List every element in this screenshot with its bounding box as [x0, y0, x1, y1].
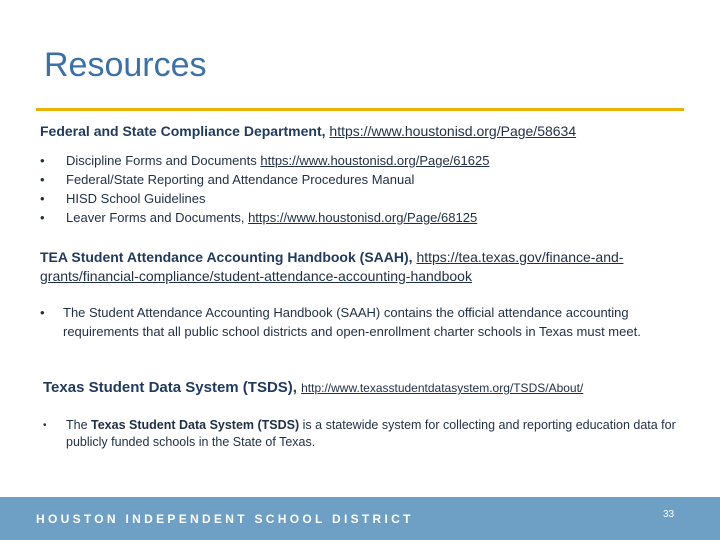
- federal-compliance-link[interactable]: https://www.houstonisd.org/Page/58634: [329, 123, 577, 139]
- slide-title: Resources: [44, 46, 207, 84]
- tsds-text-prefix: The: [66, 418, 92, 432]
- tea-handbook-heading: [40, 248, 650, 286]
- tsds-title: Texas Student Data System (TSDS),: [43, 379, 302, 396]
- list-item-text: HISD School Guidelines: [66, 191, 206, 206]
- list-item: [40, 208, 489, 227]
- bullet-icon: •: [40, 305, 45, 320]
- tsds-text-suffix: is a statewide system for collecting and reporting education data for publicly funded schools in the State of Texas.: [66, 418, 676, 449]
- tea-handbook-description: [40, 303, 693, 341]
- tea-handbook-link[interactable]: https://tea.texas.gov/finance-and-grants/financial-compliance/student-attendance-accounting-handbook: [40, 249, 624, 284]
- tsds-heading: [43, 379, 583, 396]
- list-item: [40, 189, 489, 208]
- list-item: [40, 170, 489, 189]
- tea-handbook-text: The Student Attendance Accounting Handbook (SAAH) contains the official attendance accounting requirements that all public school districts and open-enrollment charter schools in Texas must meet.: [63, 305, 641, 339]
- list-item: [40, 151, 489, 170]
- federal-compliance-title: Federal and State Compliance Department,: [40, 123, 330, 139]
- tsds-description: [40, 417, 686, 451]
- federal-resource-list: [40, 151, 489, 227]
- leaver-forms-link[interactable]: https://www.houstonisd.org/Page/68125: [248, 210, 478, 225]
- tea-handbook-title: TEA Student Attendance Accounting Handbook (SAAH),: [40, 249, 417, 265]
- bullet-icon: •: [43, 420, 47, 431]
- list-item-text: Leaver Forms and Documents,: [66, 210, 249, 225]
- discipline-forms-link[interactable]: https://www.houstonisd.org/Page/61625: [260, 153, 490, 168]
- page-number: 33: [663, 509, 675, 520]
- footer-organization: HOUSTON INDEPENDENT SCHOOL DISTRICT: [36, 512, 414, 526]
- tsds-text-bold: Texas Student Data System (TSDS): [91, 418, 300, 432]
- federal-compliance-heading: [40, 122, 576, 141]
- list-item-text: Discipline Forms and Documents: [66, 153, 261, 168]
- tsds-link[interactable]: http://www.texasstudentdatasystem.org/TSDS/About/: [301, 381, 584, 395]
- list-item-text: Federal/State Reporting and Attendance Procedures Manual: [66, 172, 415, 187]
- title-divider: [36, 108, 684, 111]
